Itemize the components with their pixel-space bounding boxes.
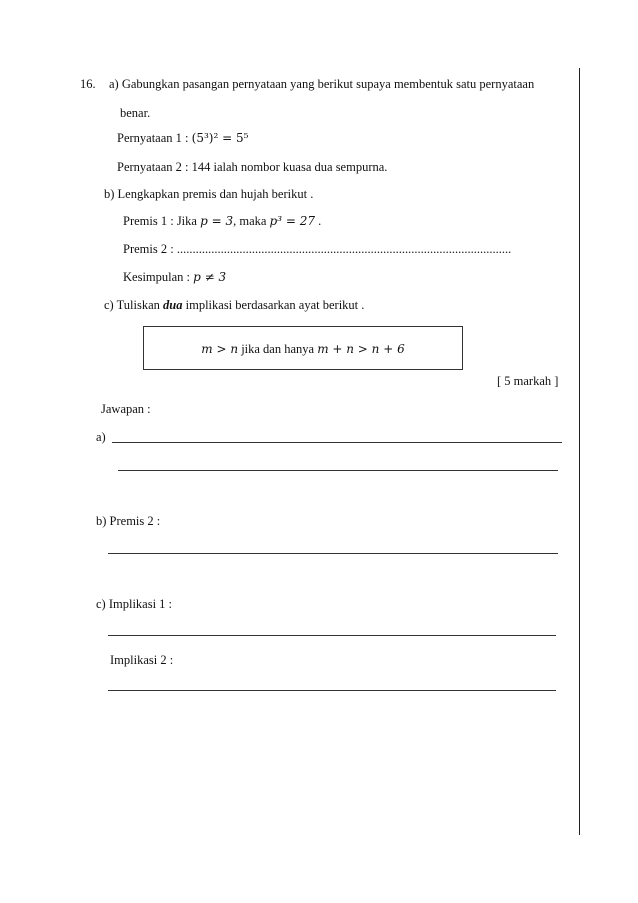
answer-c-line-2[interactable] [108, 690, 556, 691]
answer-c-label: c) Implikasi 1 : [96, 597, 173, 611]
part-a-intro: a) Gabungkan pasangan pernyataan yang berikut supaya membentuk satu pernyataan [109, 77, 535, 91]
part-c-bold: dua [163, 298, 183, 312]
premis-1-end: . [318, 214, 322, 228]
box-math-1: m > n [201, 342, 239, 356]
premis-2: Premis 2 : ........................................................................................................... [123, 242, 512, 256]
answer-b-label: b) Premis 2 : [96, 514, 161, 528]
premis-1-mid: , maka [233, 214, 267, 228]
answer-c2-label: Implikasi 2 : [110, 653, 174, 667]
kesimpulan-math: p ≠ 3 [193, 270, 227, 284]
answer-a-label: a) [96, 430, 106, 444]
answer-a-line-2[interactable] [118, 470, 558, 471]
answer-a-line-1[interactable] [112, 442, 562, 443]
box-text: jika dan hanya [241, 342, 315, 356]
part-c-post: implikasi berdasarkan ayat berikut . [185, 298, 365, 312]
part-a-intro-cont: benar. [120, 106, 151, 120]
marks: [ 5 markah ] [497, 374, 559, 388]
part-c-pre: c) Tuliskan [104, 298, 160, 312]
answer-heading: Jawapan : [101, 402, 151, 416]
question-number: 16. [80, 77, 96, 91]
premis-1-math-1: p = 3 [200, 214, 234, 228]
statement-1-label: Pernyataan 1 : [117, 131, 189, 145]
answer-b-line[interactable] [108, 553, 558, 554]
box-math-2: m + n > n + 6 [317, 342, 405, 356]
margin-line [579, 68, 580, 835]
premis-1-math-2: p³ = 27 [269, 214, 315, 228]
premis-1-label: Premis 1 : Jika [123, 214, 197, 228]
premis-1 [123, 214, 321, 229]
statement-1-math: (5³)² = 5⁵ [191, 131, 249, 145]
statement-1 [117, 131, 248, 146]
box-content [143, 342, 463, 357]
statement-2: Pernyataan 2 : 144 ialah nombor kuasa dua sempurna. [117, 160, 388, 174]
kesimpulan-label: Kesimpulan : [123, 270, 191, 284]
part-b-intro: b) Lengkapkan premis dan hujah berikut . [104, 187, 314, 201]
part-c-intro [104, 298, 364, 313]
kesimpulan [123, 270, 226, 285]
answer-c-line-1[interactable] [108, 635, 556, 636]
